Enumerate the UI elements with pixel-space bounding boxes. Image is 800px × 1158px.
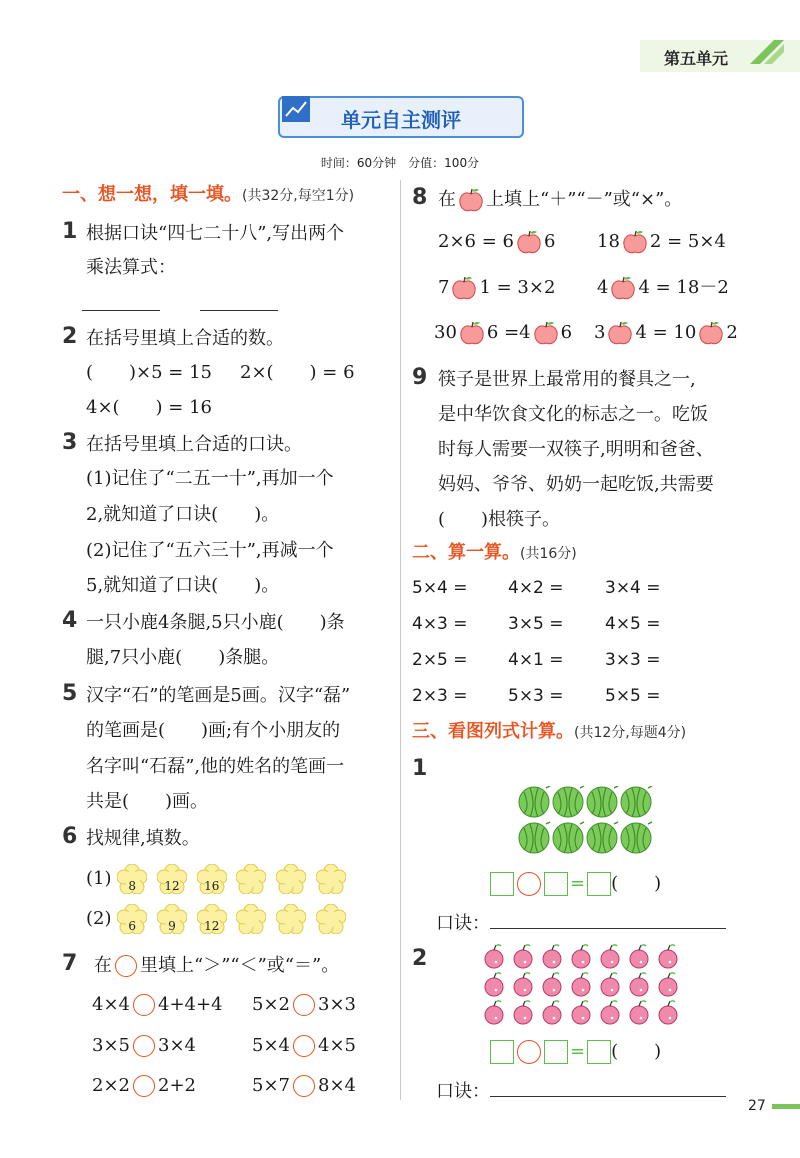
answer-square[interactable] (587, 872, 611, 896)
p1-koujue: 口诀： (436, 912, 726, 936)
p1-number: 1 (412, 756, 428, 781)
section-1-heading: 一、想一想，填一填。(共32分,每空1分) (62, 184, 355, 205)
q7-row: 5×7 8×4 (252, 1075, 356, 1096)
fruit-group (484, 944, 694, 1028)
flower-blank[interactable] (276, 864, 306, 894)
q4-text[interactable]: 一只小鹿4条腿,5只小鹿( )条 (86, 612, 345, 633)
compare-circle[interactable] (293, 994, 315, 1016)
stripes-icon (744, 36, 784, 64)
calc-item[interactable]: 3×5 = (508, 614, 564, 634)
q7-row: 4×4 4+4+4 (92, 994, 223, 1015)
apple-blank[interactable] (516, 230, 542, 254)
test-info: 时间：60分钟 分值：100分 (320, 156, 480, 170)
q8-row: 7 1 = 3×2 (438, 277, 556, 298)
page-title: 单元自主测评 (341, 108, 461, 132)
p2-equation: = ( ) (490, 1040, 661, 1064)
q6-row-2: (2) 6 9 12 (86, 904, 350, 934)
q4-text[interactable]: 腿,7只小鹿( )条腿。 (86, 647, 280, 668)
q8-row: 4 4 = 18－2 (597, 277, 729, 298)
apple-blank[interactable] (533, 321, 559, 345)
q3-number: 3 (62, 430, 78, 455)
p2-koujue: 口诀： (436, 1080, 726, 1104)
answer-square[interactable] (490, 872, 514, 896)
q9-text: 筷子是世界上最常用的餐具之一, (438, 369, 696, 390)
flower-icon: 9 (157, 904, 187, 934)
calc-item[interactable]: 3×4 = (605, 578, 661, 598)
koujue-blank[interactable] (490, 1096, 726, 1097)
flower-blank[interactable] (316, 904, 346, 934)
q9-text: 时每人需要一双筷子,明明和爸爸、 (438, 439, 714, 460)
flower-blank[interactable] (276, 904, 306, 934)
calc-item[interactable]: 4×1 = (508, 650, 564, 670)
q5-text[interactable]: 共是( )画。 (86, 791, 209, 812)
flower-icon: 6 (117, 904, 147, 934)
q3-part: (1)记住了“二五一十”,再加一个 (86, 468, 334, 489)
q7-text: 在 里填上“＞”“＜”或“＝”。 (94, 955, 340, 976)
q5-text: 名字叫“石磊”,他的姓名的笔画一 (86, 756, 345, 777)
apple-blank[interactable] (698, 321, 724, 345)
q2-expr[interactable]: ( )×5 = 15 (86, 362, 213, 383)
calc-item[interactable]: 5×3 = (508, 686, 564, 706)
q6-number: 6 (62, 824, 78, 849)
q1-text: 乘法算式： (86, 257, 176, 278)
watermelon-group (518, 786, 658, 856)
flower-blank[interactable] (236, 904, 266, 934)
q8-number: 8 (412, 185, 428, 210)
q9-number: 9 (412, 365, 428, 390)
q5-text: 汉字“石”的笔画是5画。汉字“磊” (86, 685, 351, 706)
page-bar (772, 1104, 800, 1109)
section-2-heading: 二、算一算。(共16分) (412, 542, 577, 563)
apple-blank[interactable] (622, 230, 648, 254)
calc-item[interactable]: 4×2 = (508, 578, 564, 598)
calc-item[interactable]: 5×4 = (412, 578, 468, 598)
q1-text: 根据口诀“四七二十八”,写出两个 (86, 223, 345, 244)
q3-part[interactable]: 5,就知道了口诀( )。 (86, 575, 280, 596)
q8-row: 30 6 =4 6 (434, 322, 573, 343)
q9-text: 妈妈、爷爷、奶奶一起吃饭,共需要 (438, 474, 714, 495)
compare-circle[interactable] (133, 1035, 155, 1057)
flower-blank[interactable] (316, 864, 346, 894)
answer-square[interactable] (544, 1040, 568, 1064)
compare-circle[interactable] (133, 994, 155, 1016)
apple-blank[interactable] (459, 321, 485, 345)
answer-square[interactable] (544, 872, 568, 896)
q8-text: 在 上填上“＋”“－”或“×”。 (438, 189, 683, 210)
unit-tab-label: 第五单元 (664, 49, 729, 68)
q8-row: 2×6 = 6 6 (438, 231, 556, 252)
q3-part[interactable]: 2,就知道了口诀( )。 (86, 504, 280, 525)
q6-row-1: (1) 8 12 16 (86, 864, 350, 894)
q2-number: 2 (62, 324, 78, 349)
q5-text[interactable]: 的笔画是( )画;有个小朋友的 (86, 720, 341, 741)
apple-blank[interactable] (607, 321, 633, 345)
q7-number: 7 (62, 951, 78, 976)
p2-number: 2 (412, 946, 428, 971)
q7-row: 5×4 4×5 (252, 1035, 356, 1056)
q3-text: 在括号里填上合适的口诀。 (86, 434, 302, 455)
calc-item[interactable]: 5×5 = (605, 686, 661, 706)
flower-icon: 12 (197, 904, 227, 934)
q2-expr[interactable]: 2×( ) = 6 (240, 362, 355, 383)
q1-number: 1 (62, 219, 78, 244)
answer-square[interactable] (587, 1040, 611, 1064)
answer-blank[interactable] (82, 310, 160, 311)
flower-icon: 8 (117, 864, 147, 894)
apple-blank[interactable] (610, 276, 636, 300)
operator-circle[interactable] (517, 872, 541, 896)
q7-row: 3×5 3×4 (92, 1035, 196, 1056)
answer-blank[interactable] (200, 310, 278, 311)
q9-text[interactable]: ( )根筷子。 (438, 509, 561, 530)
calc-item[interactable]: 3×3 = (605, 650, 661, 670)
flower-icon: 12 (157, 864, 187, 894)
calc-item[interactable]: 2×3 = (412, 686, 468, 706)
q9-text: 是中华饮食文化的标志之一。吃饭 (438, 404, 708, 425)
calc-item[interactable]: 4×5 = (605, 614, 661, 634)
q2-text: 在括号里填上合适的数。 (86, 328, 284, 349)
q5-number: 5 (62, 681, 78, 706)
calc-item[interactable]: 2×5 = (412, 650, 468, 670)
flower-blank[interactable] (236, 864, 266, 894)
compare-circle[interactable] (293, 1075, 315, 1097)
q4-number: 4 (62, 608, 78, 633)
p1-equation: = ( ) (490, 872, 661, 896)
apple-blank[interactable] (451, 276, 477, 300)
circle-icon (115, 955, 137, 977)
page-number: 27 (748, 1098, 766, 1114)
q2-expr[interactable]: 4×( ) = 16 (86, 397, 213, 418)
q8-row: 3 4 = 10 2 (594, 322, 738, 343)
flower-icon: 16 (197, 864, 227, 894)
section-3-heading: 三、看图列式计算。(共12分,每题4分) (412, 721, 687, 742)
answer-square[interactable] (490, 1040, 514, 1064)
compare-circle[interactable] (293, 1035, 315, 1057)
column-divider (400, 180, 401, 1100)
apple-icon (458, 188, 484, 212)
operator-circle[interactable] (517, 1040, 541, 1064)
q6-text: 找规律,填数。 (86, 828, 200, 849)
q3-part: (2)记住了“五六三十”,再减一个 (86, 540, 334, 561)
compare-circle[interactable] (133, 1075, 155, 1097)
q7-row: 2×2 2+2 (92, 1075, 196, 1096)
q8-row: 18 2 = 5×4 (597, 231, 726, 252)
calc-item[interactable]: 4×3 = (412, 614, 468, 634)
q7-row: 5×2 3×3 (252, 994, 356, 1015)
koujue-blank[interactable] (490, 928, 726, 929)
